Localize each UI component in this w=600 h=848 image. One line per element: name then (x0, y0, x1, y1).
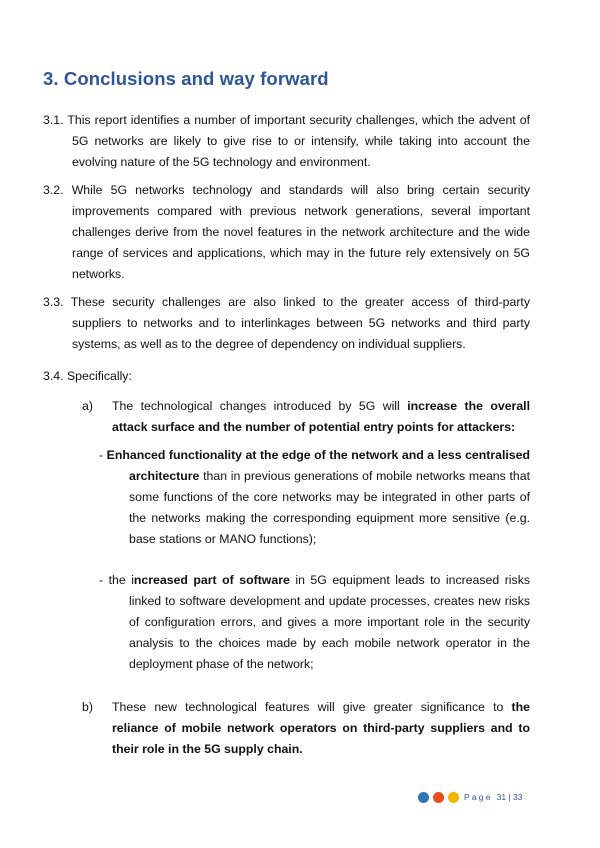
bullet-dash: - (99, 448, 107, 462)
item-marker: b) (82, 700, 93, 714)
item-text-bold: the reliance of mobile network operators on third-party suppliers and to their role in the 5G supply chain. (112, 700, 530, 756)
bullet-bold: ncreased part of software (133, 573, 290, 587)
paragraph-number: 3.1. (43, 113, 64, 127)
bullet-increased-software (99, 570, 530, 675)
paragraph-text: While 5G networks technology and standards will also bring certain security improvements compared with previous network generations, several important challenges derive from the novel features in the network architecture and the wide range of services and applications, which may in the future rely extensively on 5G networks. (71, 183, 530, 281)
bullet-dash: - the i (99, 573, 134, 587)
red-dot-icon (433, 792, 444, 803)
paragraph-text: This report identifies a number of important security challenges, which the advent of 5G networks are likely to give rise to or intensify, while taking into account the evolving nature of the 5G technology and environment. (67, 113, 530, 169)
bullet-text: than in previous generations of mobile networks means that some functions of the core networks may be integrated in other parts of the networks making the corresponding equipment more sensitive (e.g. base stations or MANO functions); (129, 469, 530, 546)
item-text-bold: increase the overall attack surface and the number of potential entry points for attackers: (112, 399, 530, 434)
paragraph-number: 3.2. (43, 183, 64, 197)
bullet-enhanced-functionality (99, 445, 530, 550)
paragraph-3-2 (43, 180, 530, 285)
item-marker: a) (82, 399, 93, 413)
page-number: 31 | 33 (496, 792, 523, 802)
section-heading: 3. Conclusions and way forward (43, 68, 329, 89)
page-footer (418, 790, 523, 804)
yellow-dot-icon (448, 792, 459, 803)
bullet-bold: Enhanced functionality at the edge of the network and a less centralised architecture (106, 448, 530, 483)
page-label: Page (464, 792, 493, 802)
blue-dot-icon (418, 792, 429, 803)
paragraph-text: These security challenges are also linked to the greater access of third-party suppliers to networks and to interlinkages between 5G networks and third party systems, as well as to the degree of dependency on individual suppliers. (70, 295, 530, 351)
paragraph-3-4 (43, 366, 530, 387)
paragraph-number: 3.4. (43, 369, 64, 383)
item-text: These new technological features will give greater significance to (112, 700, 512, 714)
paragraph-text: Specifically: (66, 369, 132, 383)
item-a (82, 396, 530, 438)
item-text: The technological changes introduced by 5G will (112, 399, 408, 413)
paragraph-3-1 (43, 110, 530, 173)
paragraph-number: 3.3. (43, 295, 64, 309)
bullet-text: in 5G equipment leads to increased risks linked to software development and update processes, creates new risks of configuration errors, and gives a more important role in the security analysis to the choices made by each mobile network operator in the deployment phase of the network; (129, 573, 530, 671)
paragraph-3-3 (43, 292, 530, 355)
item-b (82, 697, 530, 760)
